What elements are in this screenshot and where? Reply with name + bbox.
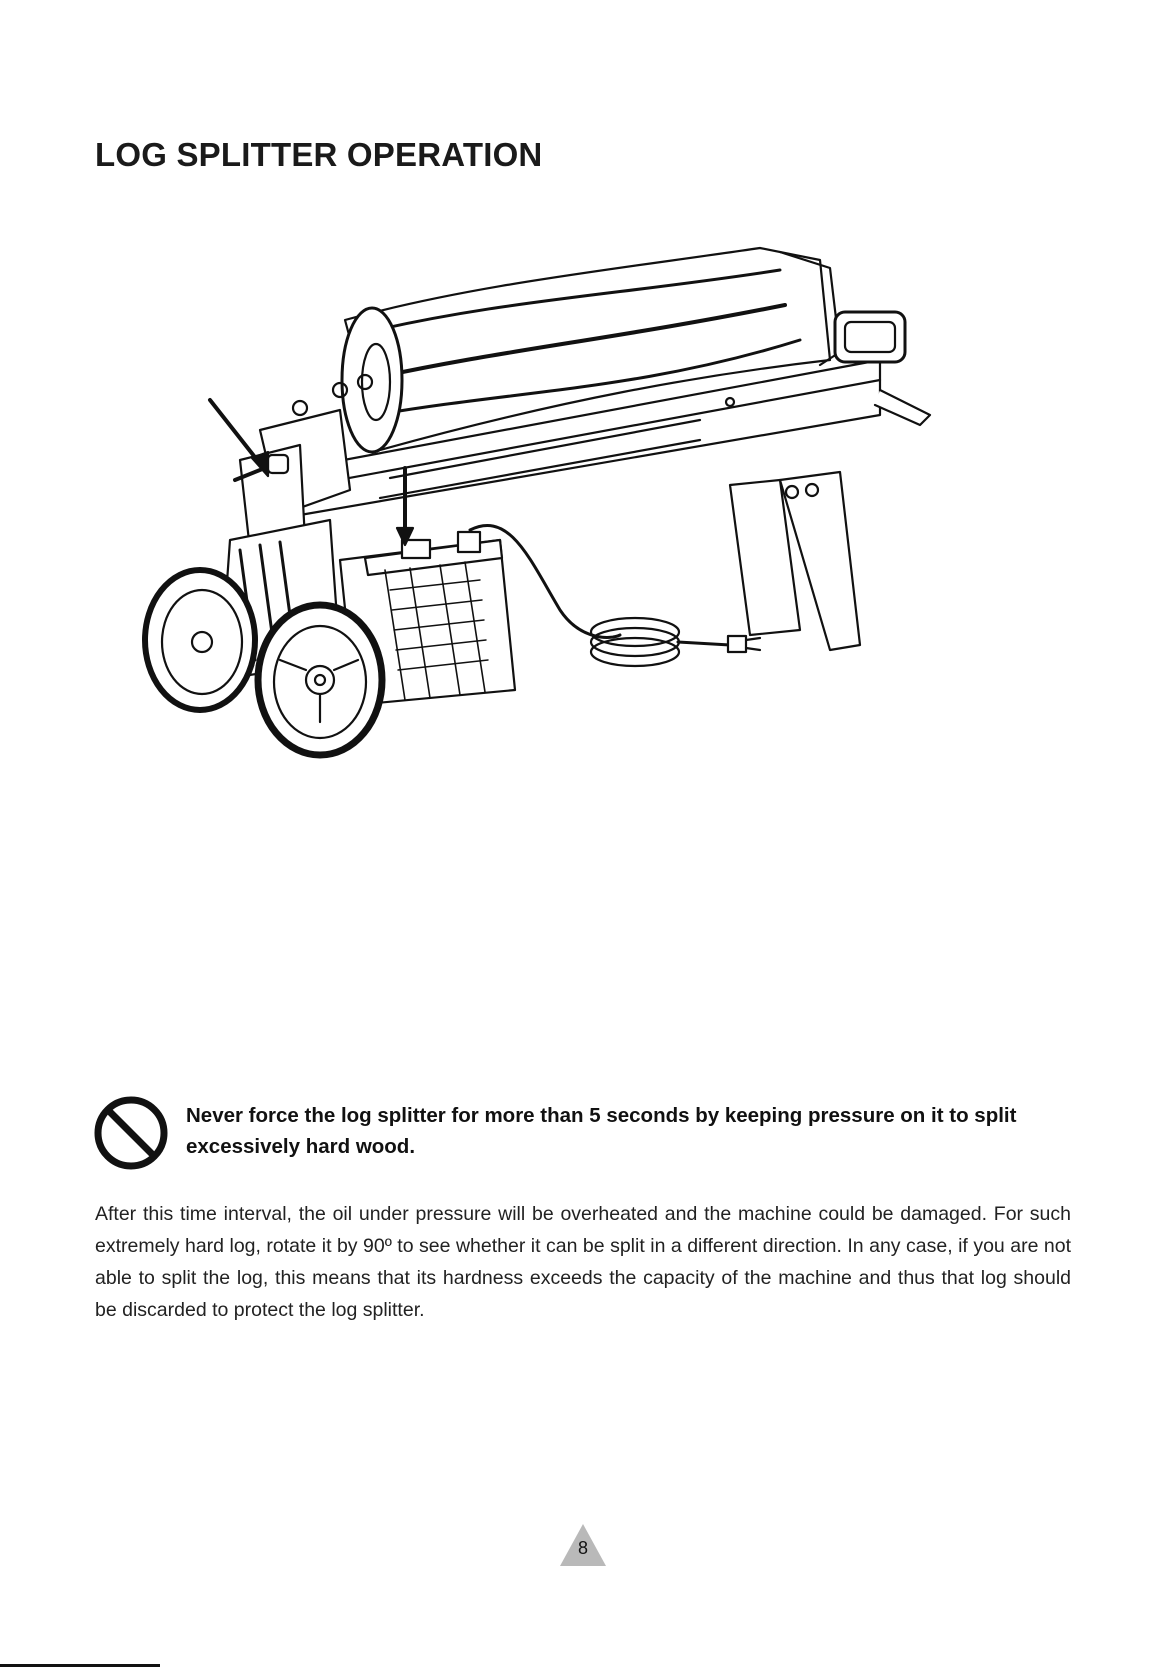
page-number: 8 <box>577 1538 588 1558</box>
footer-rule <box>0 1664 160 1667</box>
arrow-lever-icon <box>210 400 268 476</box>
warning-row <box>92 1094 1072 1174</box>
rear-leg-icon <box>730 472 860 650</box>
wheel-right-icon <box>258 605 382 755</box>
wheel-left-icon <box>145 570 255 710</box>
warning-text: Never force the log splitter for more than 5 seconds by keeping pressure on it to split excessively hard wood. <box>186 1104 1017 1158</box>
prohibition-icon <box>92 1094 170 1172</box>
log-splitter-illustration <box>140 240 970 800</box>
page-title: LOG SPLITTER OPERATION <box>95 136 543 173</box>
power-cord-icon <box>470 525 760 666</box>
body-paragraph: After this time interval, the oil under pressure will be overheated and the machine could be damaged. For such extremely hard log, rotate it by 90º to see whether it can be split in a different direction. In any case, if you are not able to split the log, this means that its hardness exceeds the capacity of the machine and thus that log should be discarded to protect the log splitter. <box>95 1203 1071 1321</box>
